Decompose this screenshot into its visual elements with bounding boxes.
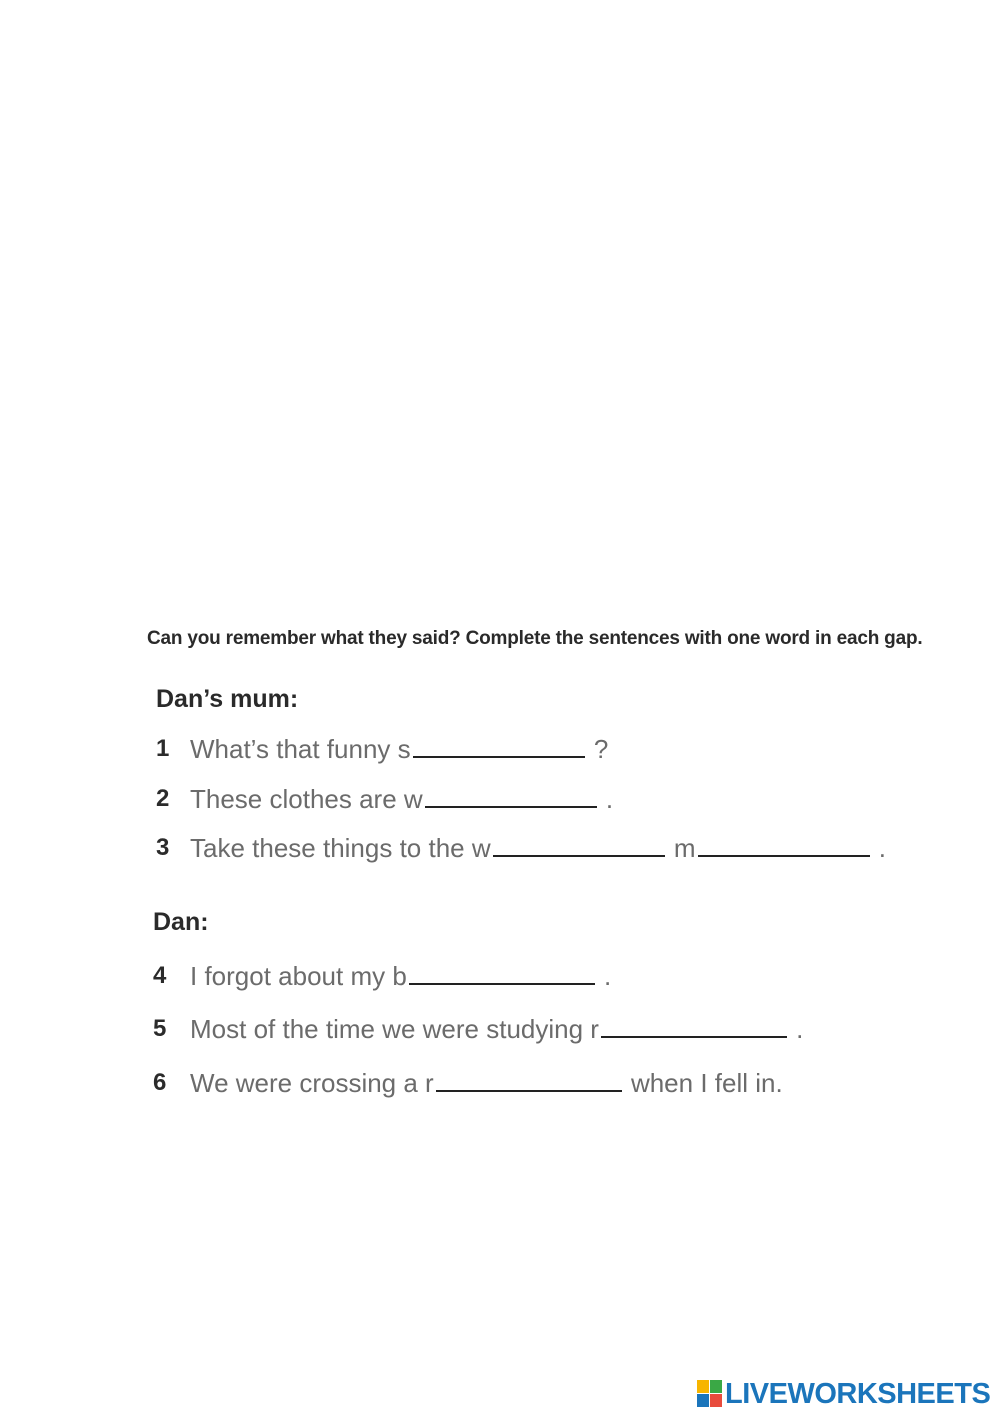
item-text-before: We were crossing a r — [190, 1068, 434, 1098]
answer-gap-4[interactable] — [409, 959, 595, 985]
item-text-before: What’s that funny s — [190, 734, 411, 764]
item-text-before: These clothes are w — [190, 784, 423, 814]
answer-input-4[interactable] — [409, 968, 595, 992]
item-text-after: ? — [586, 734, 609, 764]
answer-gap-3b[interactable] — [698, 831, 870, 857]
answer-gap-5[interactable] — [601, 1012, 787, 1038]
item-number: 4 — [153, 962, 167, 989]
answer-gap-6[interactable] — [436, 1066, 622, 1092]
item-text-after: when I fell in. — [623, 1068, 783, 1098]
answer-input-6[interactable] — [436, 1075, 622, 1099]
exercise-item-4 — [153, 959, 753, 993]
answer-gap-2[interactable] — [425, 782, 597, 808]
item-number: 6 — [153, 1069, 167, 1096]
answer-input-2[interactable] — [425, 791, 597, 815]
item-number: 5 — [153, 1015, 167, 1042]
exercise-item-5 — [153, 1012, 913, 1046]
exercise-item-2 — [156, 782, 756, 816]
item-text-before: I forgot about my b — [190, 961, 407, 991]
item-text-after: . — [871, 833, 886, 863]
item-number: 3 — [156, 834, 170, 861]
item-text-before: Most of the time we were studying r — [190, 1014, 599, 1044]
answer-input-3a[interactable] — [493, 840, 665, 864]
section-title-dan: Dan: — [153, 908, 209, 936]
exercise-item-3 — [156, 831, 956, 865]
exercise-item-1 — [156, 732, 756, 766]
logo-wordmark: LIVEWORKSHEETS — [725, 1378, 991, 1410]
item-text-after: . — [788, 1014, 804, 1044]
instruction-text: Can you remember what they said? Complete the sentences with one word in each gap. — [147, 628, 923, 649]
liveworksheets-badge-icon — [697, 1380, 723, 1408]
item-text-middle: m — [666, 833, 696, 863]
answer-gap-1[interactable] — [413, 732, 585, 758]
answer-input-1[interactable] — [413, 741, 585, 765]
item-number: 1 — [156, 735, 170, 762]
answer-input-3b[interactable] — [698, 840, 870, 864]
item-text-before: Take these things to the w — [190, 833, 491, 863]
item-text-after: . — [598, 784, 614, 814]
answer-gap-3a[interactable] — [493, 831, 665, 857]
section-title-dans-mum: Dan’s mum: — [156, 685, 299, 713]
answer-input-5[interactable] — [601, 1021, 787, 1045]
exercise-item-6 — [153, 1066, 913, 1100]
item-number: 2 — [156, 785, 170, 812]
item-text-after: . — [596, 961, 612, 991]
